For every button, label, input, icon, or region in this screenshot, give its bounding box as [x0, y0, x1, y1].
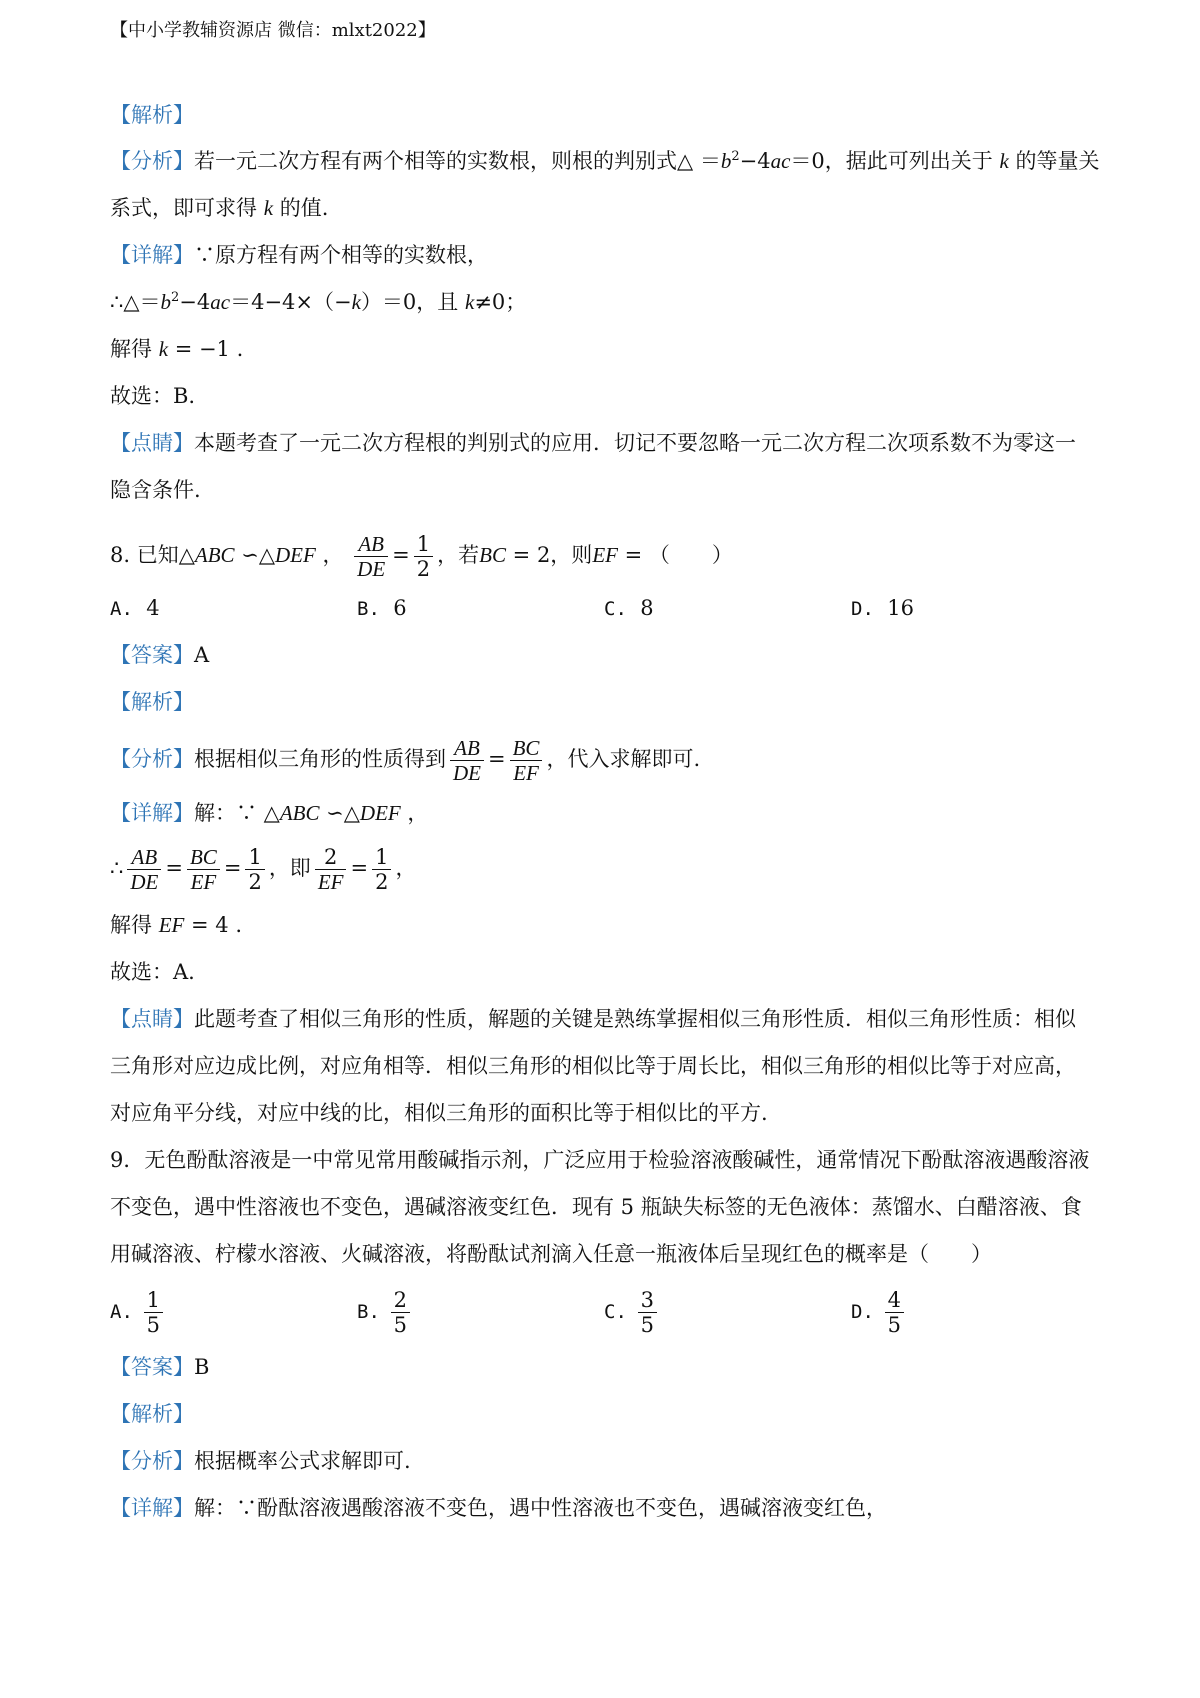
q8-dianjing-line1: 【点睛】此题考查了相似三角形的性质，解题的关键是熟练掌握相似三角形性质．相似三角形性质：相似 [110, 1007, 1076, 1031]
answer-label: 【答案】 [110, 1355, 194, 1379]
q9-option-b: B. $\frac{2}{5}$ [357, 1278, 414, 1345]
dianjing-label: 【点睛】 [110, 431, 194, 455]
q8-xiangjie-line4: 故选：A. [110, 960, 195, 984]
q7-xiangjie-line3: 解得 k = −1 . [110, 337, 244, 361]
fraction-1-2: $\frac{1}{2}$ [245, 845, 264, 894]
fraction-ab-de: $\frac{AB}{DE}$ [354, 532, 388, 581]
q9-stem-line1: 9．无色酚酞溶液是一中常见常用酸碱指示剂，广泛应用于检验溶液酸碱性，通常情况下酚酞溶液遇酸溶液 [110, 1148, 1090, 1172]
q9-option-d: D. $\frac{4}{5}$ [851, 1278, 908, 1345]
q8-xiangjie-line2: ∴ $\frac{AB}{DE}$ = $\frac{BC}{EF}$ = $\frac{1}{2}$ ，即 $\frac{2}{EF}$ = $\frac{1}{2}$ ， [110, 844, 417, 894]
q8-option-d: D. 16 [851, 596, 914, 620]
q9-option-c: C. $\frac{3}{5}$ [604, 1278, 661, 1345]
fraction-2-ef: $\frac{2}{EF}$ [315, 845, 347, 894]
q9-fenxi: 【分析】根据概率公式求解即可. [110, 1449, 411, 1473]
q7-fenxi-line1: 【分析】若一元二次方程有两个相等的实数根，则根的判别式△ $=b^2-4ac=0$，据此可列出关于 k 的等量关 [110, 149, 1100, 173]
q9-option-a: A. $\frac{1}{5}$ [110, 1278, 167, 1345]
q9-answer: 【答案】B [110, 1355, 210, 1379]
fraction-ab-de: $\frac{AB}{DE}$ [127, 845, 161, 894]
q8-xiangjie-line3: 解得 EF = 4 . [110, 913, 243, 937]
q8-dianjing-line2: 三角形对应边成比例，对应角相等．相似三角形的相似比等于周长比，相似三角形的相似比等于对应高， [110, 1054, 1076, 1078]
q9-stem-line2: 不变色，遇中性溶液也不变色，遇碱溶液变红色．现有 5 瓶缺失标签的无色液体：蒸馏水、白醋溶液、食 [110, 1195, 1082, 1219]
q8-dianjing-line3: 对应角平分线，对应中线的比，相似三角形的面积比等于相似比的平方. [110, 1101, 768, 1125]
answer-label: 【答案】 [110, 643, 194, 667]
q7-xiangjie-line1: 【详解】∵原方程有两个相等的实数根， [110, 243, 488, 267]
xiangjie-label: 【详解】 [110, 243, 194, 267]
q9-xiangjie: 【详解】解：∵酚酞溶液遇酸溶液不变色，遇中性溶液也不变色，遇碱溶液变红色， [110, 1496, 887, 1520]
fraction-bc-ef: $\frac{BC}{EF}$ [510, 736, 543, 785]
q8-fenxi: 【分析】根据相似三角形的性质得到 $\frac{AB}{DE}$ = $\frac{BC}{EF}$ ，代入求解即可. [110, 735, 701, 785]
q8-xiangjie-line1: 【详解】解：∵ △ABC ∽△DEF ， [110, 801, 429, 825]
q9-stem-line3: 用碱溶液、柠檬水溶液、火碱溶液，将酚酞试剂滴入任意一瓶液体后呈现红色的概率是（ ） [110, 1242, 992, 1266]
q8-option-c: C. 8 [604, 596, 654, 620]
q8-option-a: A. 4 [110, 596, 160, 620]
q7-dianjing-line2: 隐含条件. [110, 478, 201, 502]
q8-stem: 8. 已知△ABC ∽△DEF ， $\frac{AB}{DE}$ = $\frac{1}{2}$ ，若BC = 2，则EF = （ ） [110, 531, 733, 581]
q7-xiangjie-line4: 故选：B. [110, 384, 196, 408]
q7-jiexi-heading: 【解析】 [110, 103, 194, 127]
q7-fenxi-line2: 系式，即可求得 k 的值. [110, 196, 329, 220]
fraction-1-2: $\frac{1}{2}$ [414, 532, 433, 581]
q8-jiexi-heading: 【解析】 [110, 690, 194, 714]
fenxi-label: 【分析】 [110, 149, 194, 173]
q8-answer: 【答案】A [110, 643, 210, 667]
watermark-header: 【中小学教辅资源店 微信：mlxt2022】 [110, 20, 436, 41]
fraction-bc-ef: $\frac{BC}{EF}$ [187, 845, 220, 894]
q8-option-b: B. 6 [357, 596, 407, 620]
q9-jiexi-heading: 【解析】 [110, 1402, 194, 1426]
q7-dianjing-line1: 【点睛】本题考查了一元二次方程根的判别式的应用．切记不要忽略一元二次方程二次项系数不为零这一 [110, 431, 1076, 455]
fraction-1-2: $\frac{1}{2}$ [372, 845, 391, 894]
fraction-ab-de: $\frac{AB}{DE}$ [450, 736, 484, 785]
q7-xiangjie-line2: $\therefore\triangle=b^2-4ac=4-4\times(-k)=0$，且 k≠0； [110, 290, 527, 314]
